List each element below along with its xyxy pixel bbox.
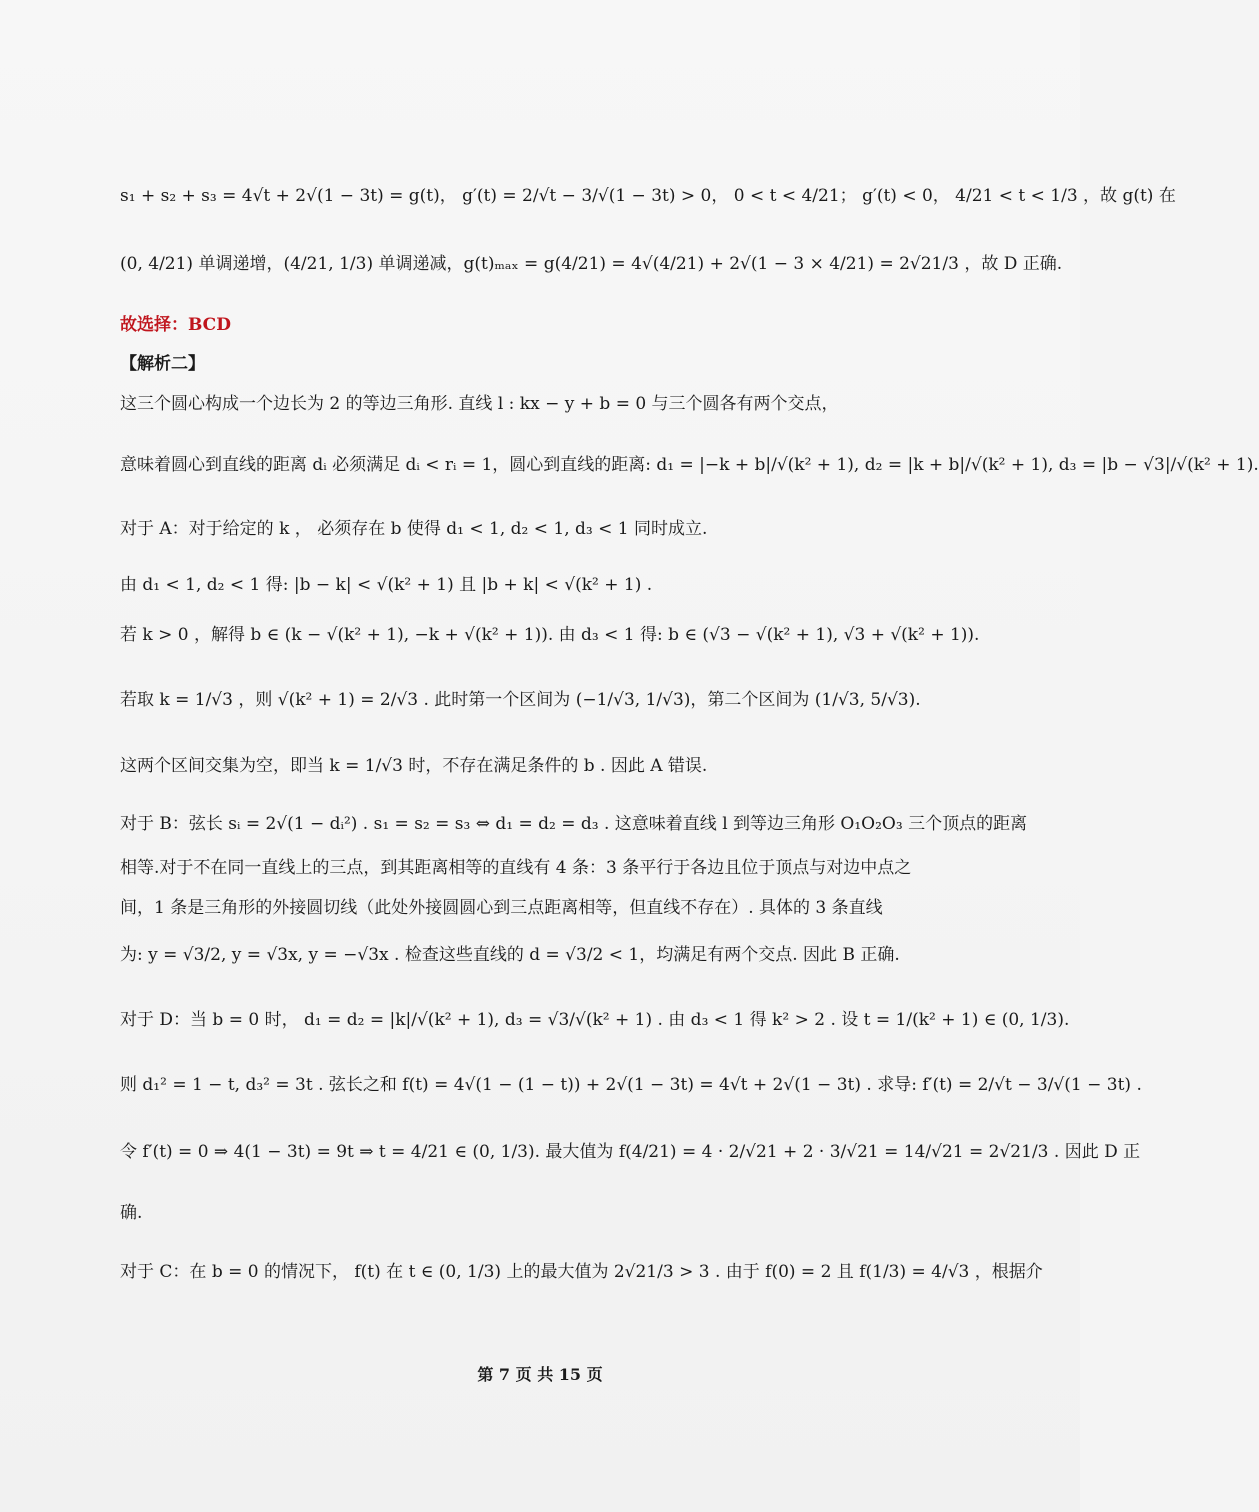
text-line-option-c: 对于 C：在 b = 0 的情况下， f(t) 在 t ∈ (0, 1/3) 上的最大值为 2√21/3 > 3 . 由于 f(0) = 2 且 f(1/3) = 4/√3 ，根据介 <box>120 1262 1043 1282</box>
text-line-chord-sum: 则 d₁² = 1 − t, d₃² = 3t . 弦长之和 f(t) = 4√(1 − (1 − t)) + 2√(1 − 3t) = 4√t + 2√(1 − 3t) . 求导: f′(t) = 2/√t − 3/√(1 − 3t) . <box>120 1075 1142 1095</box>
text-line-a-wrong: 这两个区间交集为空，即当 k = 1/√3 时，不存在满足条件的 b . 因此 A 错误. <box>120 756 708 776</box>
text-line-k-positive: 若 k > 0 ，解得 b ∈ (k − √(k² + 1), −k + √(k² + 1)). 由 d₃ < 1 得: b ∈ (√3 − √(k² + 1), √3 + √(k² + 1)). <box>120 625 980 645</box>
page-footer: 第 7 页 共 15 页 <box>477 1365 603 1384</box>
text-line-k-value: 若取 k = 1/√3 ，则 √(k² + 1) = 2/√3 . 此时第一个区间为 (−1/√3, 1/√3)，第二个区间为 (1/√3, 5/√3). <box>120 690 921 710</box>
text-line-circumcircle: 间，1 条是三角形的外接圆切线（此处外接圆圆心到三点距离相等，但直线不存在）. 具体的 3 条直线 <box>120 898 883 918</box>
section-heading: 【解析二】 <box>120 354 205 374</box>
text-line-b-correct: 为: y = √3/2, y = √3x, y = −√3x . 检查这些直线的 d = √3/2 < 1，均满足有两个交点. 因此 B 正确. <box>120 945 900 965</box>
text-line-option-d: 对于 D：当 b = 0 时， d₁ = d₂ = |k|/√(k² + 1), d₃ = √3/√(k² + 1) . 由 d₃ < 1 得 k² > 2 . 设 t = 1/(k² + 1) ∈ (0, 1/3). <box>120 1010 1070 1030</box>
text-line-triangle: 这三个圆心构成一个边长为 2 的等边三角形. 直线 l : kx − y + b = 0 与三个圆各有两个交点， <box>120 394 839 414</box>
text-line-g-derivative: s₁ + s₂ + s₃ = 4√t + 2√(1 − 3t) = g(t)， g′(t) = 2/√t − 3/√(1 − 3t) > 0， 0 < t < 4/21； g′(t) < 0， 4/21 < t < 1/3 ，故 g(t) 在 <box>120 186 1176 206</box>
text-line-max-value: 令 f′(t) = 0 ⇒ 4(1 − 3t) = 9t ⇒ t = 4/21 ∈ (0, 1/3). 最大值为 f(4/21) = 4 · 2/√21 + 2 · 3/√21 = 14/√21 = 2√21/3 . 因此 D 正 <box>120 1142 1141 1162</box>
text-line-distance: 意味着圆心到直线的距离 dᵢ 必须满足 dᵢ < rᵢ = 1，圆心到直线的距离: d₁ = |−k + b|/√(k² + 1), d₂ = |k + b|/√(k² + 1), d₃ = |b − √3|/√(k² + 1). <box>120 455 1259 475</box>
text-line-d1-d2: 由 d₁ < 1, d₂ < 1 得: |b − k| < √(k² + 1) 且 |b + k| < √(k² + 1) . <box>120 575 653 595</box>
text-line-g-monotonic: (0, 4/21) 单调递增，(4/21, 1/3) 单调递减，g(t)ₘₐₓ = g(4/21) = 4√(4/21) + 2√(1 − 3 × 4/21) = 2√21/3 ，故 D 正确. <box>120 254 1063 274</box>
answer-line: 故选择：BCD <box>120 315 231 335</box>
text-line-d-correct: 确. <box>120 1203 143 1223</box>
text-line-option-a: 对于 A：对于给定的 k ， 必须存在 b 使得 d₁ < 1, d₂ < 1, d₃ < 1 同时成立. <box>120 519 708 539</box>
text-line-equal-distance: 相等.对于不在同一直线上的三点，到其距离相等的直线有 4 条：3 条平行于各边且位于顶点与对边中点之 <box>120 858 912 878</box>
text-line-option-b: 对于 B：弦长 sᵢ = 2√(1 − dᵢ²) . s₁ = s₂ = s₃ ⇔ d₁ = d₂ = d₃ . 这意味着直线 l 到等边三角形 O₁O₂O₃ 三个顶点的距离 <box>120 814 1028 834</box>
